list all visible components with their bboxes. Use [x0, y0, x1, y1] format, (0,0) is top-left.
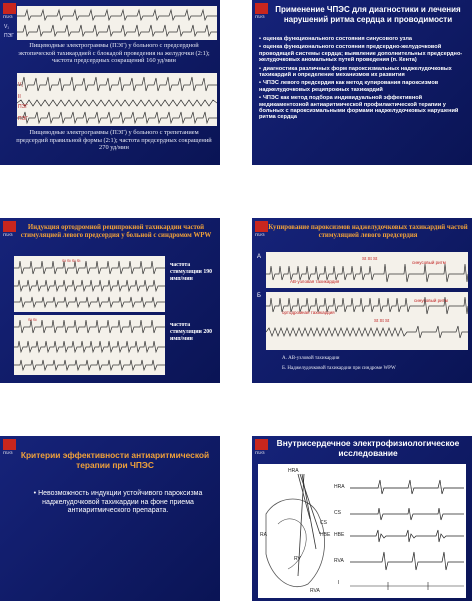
legend-line: Б. Наджелудочковой тахикардии при синдроме WPW	[282, 366, 396, 371]
svg-text:RA: RA	[260, 532, 267, 538]
list-item: • ЧПЭС левого предсердия как метод купирования пароксизмов наджелудочковых реципрокных тахикардий	[259, 80, 467, 93]
slide-6[interactable]	[252, 436, 472, 601]
svg-text:CS: CS	[320, 520, 327, 526]
lead-label-peg: ПЭГ	[4, 33, 14, 39]
lead-label-v1-b: V₁	[18, 82, 24, 88]
channel-label-rva: RVA	[334, 558, 344, 564]
clinic-logo: ГБУЗ	[255, 221, 268, 237]
list-item: • диагностика различных форм пароксизмальных наджелудочковых тахикардий и определение механизмов их развития	[259, 66, 467, 79]
channel-label-cs: CS	[334, 510, 341, 516]
legend-line: А. АВ-узловой тахикардии	[282, 356, 340, 361]
clinic-logo: ГБУЗ	[255, 439, 268, 455]
list-item: • Невозможность индукции устойчивого пароксизма наджелудочковой тахикардии на фоне приема антиаритмического препарата.	[28, 490, 208, 516]
bullet-list	[28, 490, 208, 516]
slide-5[interactable]	[0, 436, 220, 601]
slide-2[interactable]	[252, 0, 472, 165]
svg-text:St St: St St	[28, 317, 37, 322]
lead-label-peg-b1: ПЭГ	[18, 104, 28, 110]
ecg-strip-a	[17, 6, 217, 40]
slide-title: Купирование пароксизмов наджелудочковых тахикардий частой стимуляцией левого предсердия	[268, 224, 468, 239]
ecg-strip-a	[14, 256, 165, 312]
ecg-strip-b	[17, 73, 217, 126]
rhythm-annotation: синусовый ритм	[412, 260, 446, 265]
rhythm-annotation: АВ-узловая тахикардия	[290, 279, 340, 284]
ep-study-figure	[258, 464, 466, 598]
caption-a: Пищеводные электрограммы (ПЭГ) у больного с предсердной эктопической тахикардией с блокадой проведения на желудочки (2:1); частота предсердных сокращений 160 уд/мин	[18, 42, 210, 65]
svg-text:RVA: RVA	[310, 588, 320, 594]
rhythm-annotation: ортодромная тахикардия	[282, 310, 335, 315]
svg-text:St St St St: St St St St	[62, 258, 81, 263]
channel-label-hbe: HBE	[334, 532, 345, 538]
list-item: • оценка функционального состояния синусового узла	[259, 36, 467, 42]
clinic-logo: ГБУЗ	[3, 3, 16, 19]
svg-text:HBE: HBE	[320, 532, 331, 538]
slide-title: Индукция ортодромной реципрокной тахикардии частой стимуляцией левого предсердия у больной с синдромом WPW	[20, 224, 212, 239]
stim-rate-label-a: частота стимуляции 190 имп/мин	[170, 262, 213, 282]
svg-text:St St St: St St St	[362, 256, 378, 261]
clinic-logo: ГБУЗ	[3, 439, 16, 455]
ecg-strip-b	[14, 315, 165, 375]
lead-label-v1: V₁	[4, 24, 10, 30]
slide-title: Критерии эффективности антиаритмической терапии при ЧПЭС	[20, 450, 210, 470]
slide-1[interactable]	[0, 0, 220, 165]
svg-text:RV: RV	[294, 556, 301, 562]
slide-title: Применение ЧПЭС для диагностики и лечения нарушений ритма сердца и проводимости	[275, 5, 461, 24]
lead-label-peg-b2: ПЭГ	[18, 116, 28, 122]
channel-label-hra: HRA	[334, 484, 345, 490]
clinic-logo: ГБУЗ	[3, 221, 16, 237]
slide-3[interactable]	[0, 218, 220, 383]
slide-title: Внутрисердечное электрофизиологическое исследование	[276, 438, 460, 458]
ruler-mark: I	[338, 580, 340, 586]
rhythm-annotation: синусовый ритм	[414, 298, 448, 303]
stim-rate-label-b: частота стимуляции 200 имп/мин	[170, 322, 213, 342]
panel-mark-b: Б	[257, 293, 261, 299]
clinic-logo: ГБУЗ	[255, 3, 268, 19]
bullet-list	[259, 36, 467, 123]
lead-label-ii-b: II	[18, 94, 21, 100]
list-item: • оценка функционального состояния предсердно-желудочковой проводящей системы сердца; выявление дополнительных предсердно-желудочковых аномальных путей проведения (п. Кента)	[259, 44, 467, 63]
heart-label-hra: HRA	[288, 468, 299, 474]
panel-mark-a: А	[257, 254, 262, 260]
svg-text:St St St: St St St	[374, 318, 390, 323]
caption-b: Пищеводные электрограммы (ПЭГ) у больного с трепетанием предсердий правильной формы (2:1); частота предсердных сокращений 270 уд/мин	[16, 129, 212, 152]
list-item: • ЧПЭС как метод подбора индивидуальной эффективной медикаментозной антиаритмической профилактической терапии у больных с пароксизмальными формами наджелудочковых нарушений ритма сердца	[259, 95, 467, 121]
slide-4[interactable]	[252, 218, 472, 383]
